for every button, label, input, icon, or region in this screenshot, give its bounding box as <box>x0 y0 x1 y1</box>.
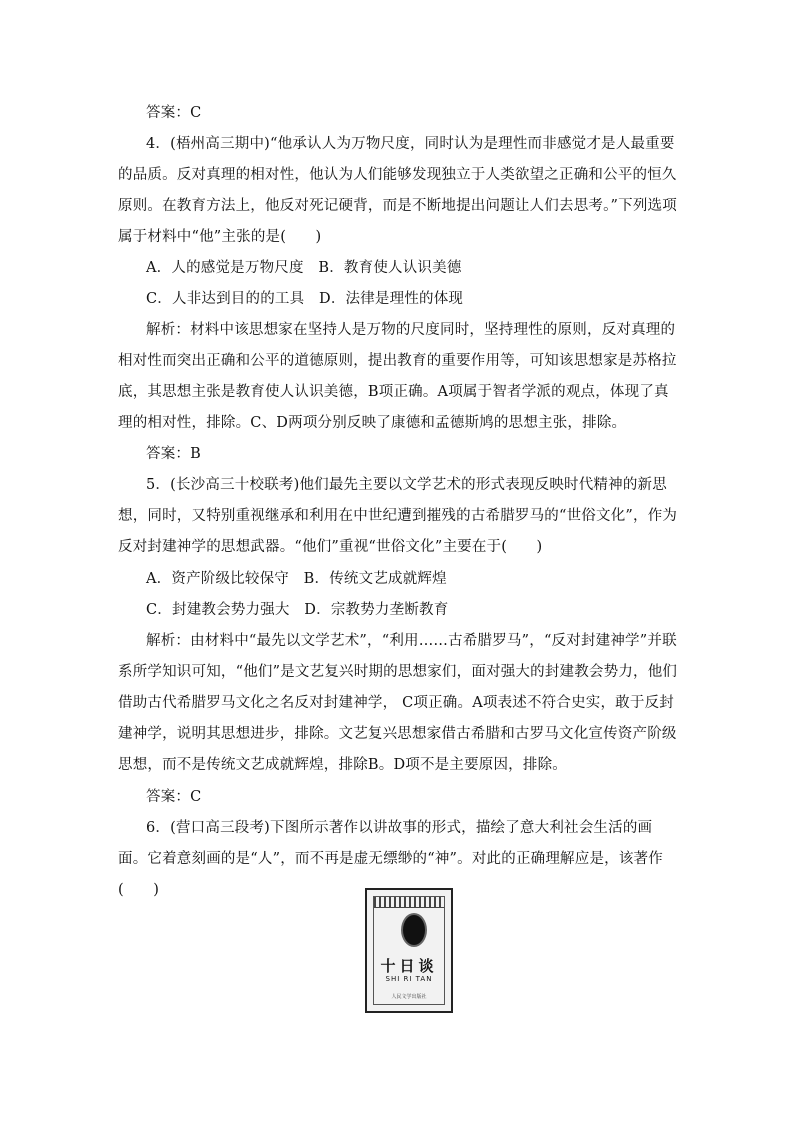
question-5-explanation: 解析：由材料中“最先以文学艺术”，“利用……古希腊罗马”，“反对封建神学”并联系所学知识可知，“他们”是文艺复兴时期的思想家们，面对强大的封建教会势力，他们借助古代希腊罗马文化之名反对封建神学， C项正确。A项表述不符合史实，敢于反封建神学，说明其思想进步，排除。文艺复兴思想家借古希腊和古罗马文化宣传资产阶级思想，而不是传统文艺成就辉煌，排除B。D项不是主要原因，排除。 <box>118 633 678 773</box>
question-5-options-ab: A．资产阶级比较保守 B．传统文艺成就辉煌 <box>146 571 447 587</box>
cover-subtitle: SHI RI TAN <box>385 975 433 983</box>
question-6-stem: 6．(营口高三段考)下图所示著作以讲故事的形式，描绘了意大利社会生活的画面。它着意刻画的是“人”，而不再是虚无缥缈的“神”。对此的正确理解应是，该著作( ) <box>118 820 663 898</box>
book-cover-image <box>365 888 453 1013</box>
question-4-explanation: 解析：材料中该思想家在坚持人是万物的尺度同时，坚持理性的原则，反对真理的相对性而突出正确和公平的道德原则，提出教育的重要作用等，可知该思想家是苏格拉底，其思想主张是教育使人认识美德，B项正确。A项属于智者学派的观点，体现了真理的相对性，排除。C、D两项分别反映了康德和孟德斯鸠的思想主张，排除。 <box>118 322 677 431</box>
question-4-stem: 4．(梧州高三期中)“他承认人为万物尺度，同时认为是理性而非感觉才是人最重要的品质。反对真理的相对性，他认为人们能够发现独立于人类欲望之正确和公平的恒久原则。在教育方法上，他反对死记硬背，而是不断地提出问题让人们去思考。”下列选项属于材料中“他”主张的是( ) <box>118 136 677 245</box>
cover-frame <box>373 896 445 1005</box>
cover-publisher: 人民文学出版社 <box>391 994 427 1000</box>
question-5-answer: 答案：C <box>146 789 202 805</box>
cover-title: 十日谈 <box>380 957 438 975</box>
question-5-options-cd: C．封建教会势力强大 D．宗教势力垄断教育 <box>146 602 449 618</box>
cover-ornament <box>374 897 444 908</box>
answer-line: 答案：C <box>146 105 202 121</box>
question-5-stem: 5．(长沙高三十校联考)他们最先主要以文学艺术的形式表现反映时代精神的新思想，同时，又特别重视继承和利用在中世纪遭到摧残的古希腊罗马的“世俗文化”，作为反对封建神学的思想武器。“他们”重视“世俗文化”主要在于( ) <box>118 477 678 555</box>
question-4-answer: 答案：B <box>146 446 201 462</box>
cover-portrait <box>401 913 427 947</box>
question-4-options-ab: A．人的感觉是万物尺度 B．教育使人认识美德 <box>146 260 462 276</box>
question-4-options-cd: C．人非达到目的的工具 D．法律是理性的体现 <box>146 291 464 307</box>
